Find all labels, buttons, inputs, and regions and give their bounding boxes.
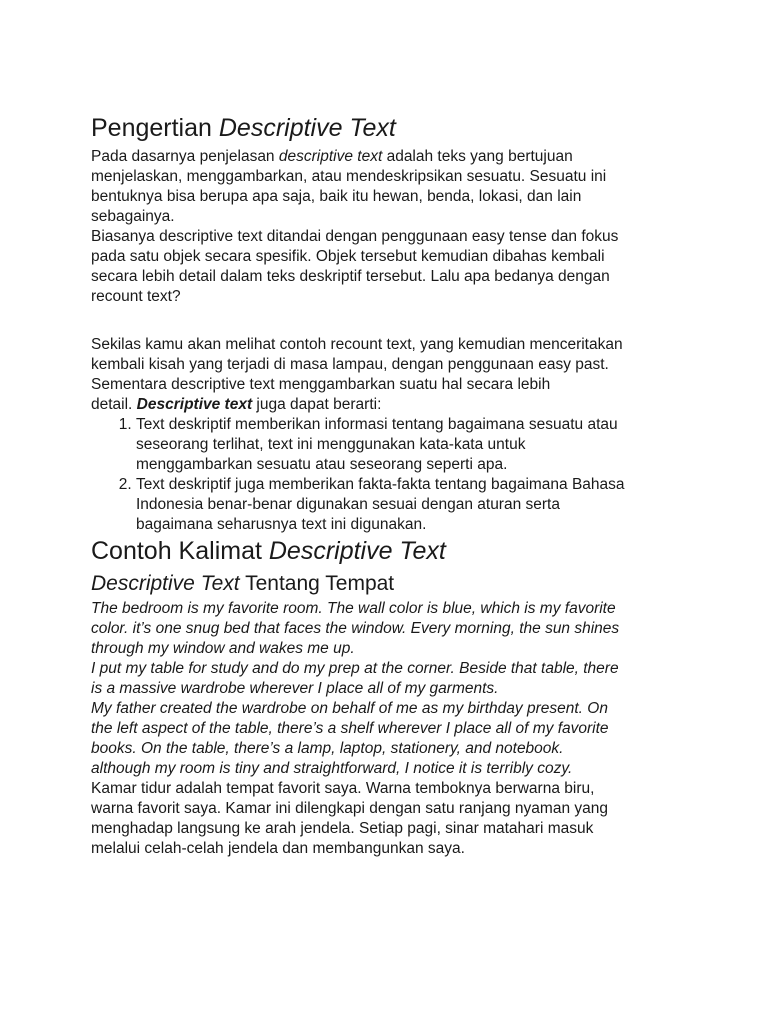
heading-contoh-kalimat: Contoh Kalimat Descriptive Text: [91, 537, 446, 565]
list-item: 1. Text deskriptif memberikan informasi tentang bagaimana sesuatu atau seseorang terlihat, text ini menggunakan kata-kata untuk menggambarkan sesuatu atau seseorang seperti apa.: [136, 415, 691, 475]
paragraph-indonesian-translation: Kamar tidur adalah tempat favorit saya. Warna temboknya berwarna biru, warna favorit saya. Kamar ini dilengkapi dengan satu ranjang nyaman yang menghadap langsung ke arah jendela. Setiap pagi, sinar matahari masuk melalui celah-celah jendela dan membangunkan saya.: [91, 780, 608, 857]
definition-list: [91, 415, 691, 535]
heading-tentang-tempat: Descriptive Text Tentang Tempat: [91, 572, 395, 595]
paragraph-tense: Biasanya descriptive text ditandai dengan penggunaan easy tense dan fokus pada satu objek secara spesifik. Objek tersebut kemudian dibahas kembali secara lebih detail dalam teks deskriptif tersebut. Lalu apa bedanya dengan recount text?: [91, 228, 619, 305]
paragraph-english-example: The bedroom is my favorite room. The wall color is blue, which is my favorite color. it’s one snug bed that faces the window. Every morning, the sun shines through my window and wakes me up. I put my table for study and do my prep at the corner. Beside that table, there is a massive wardrobe wherever I place all of my garments. My father created the wardrobe on behalf of me as my birthday present. On the left aspect of the table, there’s a shelf wherever I place all of my favorite books. On the table, there’s a lamp, laptop, stationery, and notebook. although my room is tiny and straightforward, I notice it is terribly cozy.: [91, 600, 620, 777]
list-item: 2. Text deskriptif juga memberikan fakta-fakta tentang bagaimana Bahasa Indonesia benar-benar digunakan sesuai dengan aturan serta bagaimana seharusnya text ini digunakan.: [136, 475, 691, 535]
document-page: [91, 110, 691, 859]
paragraph-recount-comparison: Sekilas kamu akan melihat contoh recount text, yang kemudian menceritakan kembali kisah yang terjadi di masa lampau, dengan penggunaan easy past. Sementara descriptive text menggambarkan suatu hal secara lebih detail. Descriptive text juga dapat berarti:: [91, 336, 623, 413]
heading-pengertian: Pengertian Descriptive Text: [91, 114, 396, 142]
paragraph-definition: Pada dasarnya penjelasan descriptive text adalah teks yang bertujuan menjelaskan, menggambarkan, atau mendeskripsikan sesuatu. Sesuatu ini bentuknya bisa berupa apa saja, baik itu hewan, benda, lokasi, dan lain sebagainya.: [91, 148, 607, 225]
